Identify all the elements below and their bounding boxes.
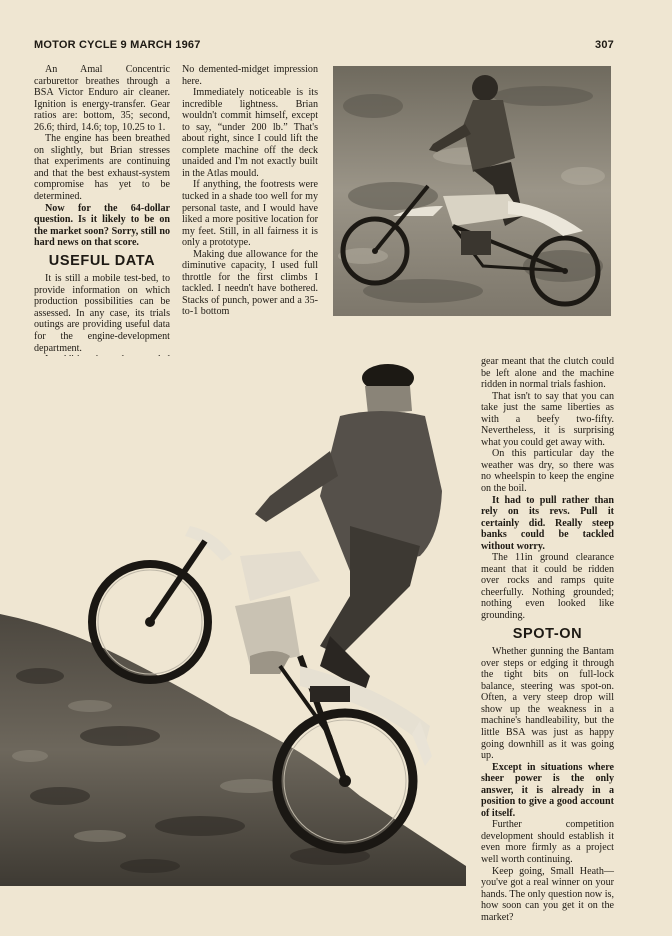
paragraph: Making due allowance for the diminutive capacity, I used full throttle for the first climbs I tackled. I needn't have bothered. Stacks of punch, power and a 35-to-1 bottom xyxy=(182,248,318,318)
subheading-spot-on: SPOT-ON xyxy=(512,625,583,642)
paragraph: The 11in ground clearance meant that it could be ridden over rocks and ramps quite cheerfully. Nothing grounded; nothing even looked like grounding. xyxy=(481,552,614,622)
photo-rider-climbing-loose-bank xyxy=(0,356,466,886)
paragraph: Whether gunning the Bantam over steps or edging it through the tight bits on full-lock balance, steering was spot-on. Often, a very steep drop will show up the weakness in a machine's handleability, but the little BSA was just as happy going downhill as it was going up. xyxy=(481,646,614,762)
publication-title: MOTOR CYCLE 9 MARCH 1967 xyxy=(34,39,201,51)
paragraph: That isn't to say that you can take just the same liberties as with a beefy two-fifty. Nevertheless, it is surprising what you could get away with. xyxy=(481,390,614,448)
paragraph: Further competition development should establish it even more firmly as a project well worth continuing. xyxy=(481,819,614,865)
paragraph: No demented-midget impression here. xyxy=(182,64,318,87)
paragraph: The engine has been breathed on slightly, but Brian stresses that experiments are continuing and that the best exhaust-system compromise has yet to be determined. xyxy=(34,133,170,203)
subheading-useful-data: USEFUL DATA xyxy=(48,252,156,269)
paragraph-bold: Except in situations where sheer power is the only answer, it is already in a position to give a good account of itself. xyxy=(481,761,614,819)
photo-illustration xyxy=(333,66,611,316)
page-header xyxy=(34,39,614,53)
photo-rider-crossing-camber xyxy=(333,66,611,316)
paragraph: If anything, the footrests were tucked in a shade too well for my personal taste, and I would have liked a more positive location for my feet. Still, in all fairness it is only a prototype. xyxy=(182,179,318,249)
paragraph-bold: It had to pull rather than rely on its revs. Pull it certainly did. Really steep banks could be tackled without worry. xyxy=(481,494,614,552)
paragraph: An Amal Concentric carburettor breathes through a BSA Victor Enduro air cleaner. Ignition is energy-transfer. Gear ratios are: bottom, 35; second, 26.6; third, 14.6; top, 10.25 to 1. xyxy=(34,64,170,133)
paragraph: Immediately noticeable is its incredible lightness. Brian wouldn't commit himself, except to say, “under 200 lb.” That's about right, since I could lift the complete machine off the deck unaided and I'm not exactly built in the Atlas mould. xyxy=(182,87,318,179)
paragraph: On this particular day the weather was dry, so there was no wheelspin to keep the engine on the boil. xyxy=(481,448,614,495)
paragraph: Keep going, Small Heath—you've got a real winner on your hands. The only question now is, how soon can you get it on the market? xyxy=(481,865,614,923)
photo-illustration xyxy=(0,356,466,886)
paragraph: It is still a mobile test-bed, to provide information on which production possibilities can be assessed. In any case, its trials outings are providing useful data for the engine-development department. xyxy=(34,273,170,354)
article-column-2 xyxy=(182,64,318,318)
article-column-3 xyxy=(481,356,614,923)
paragraph-bold: Now for the 64-dollar question. Is it likely to be on the market soon? Sorry, still no hard news on that score. xyxy=(34,202,170,249)
page-number: 307 xyxy=(595,39,614,51)
paragraph: gear meant that the clutch could be left alone and the machine ridden in normal trials fashion. xyxy=(481,356,614,391)
